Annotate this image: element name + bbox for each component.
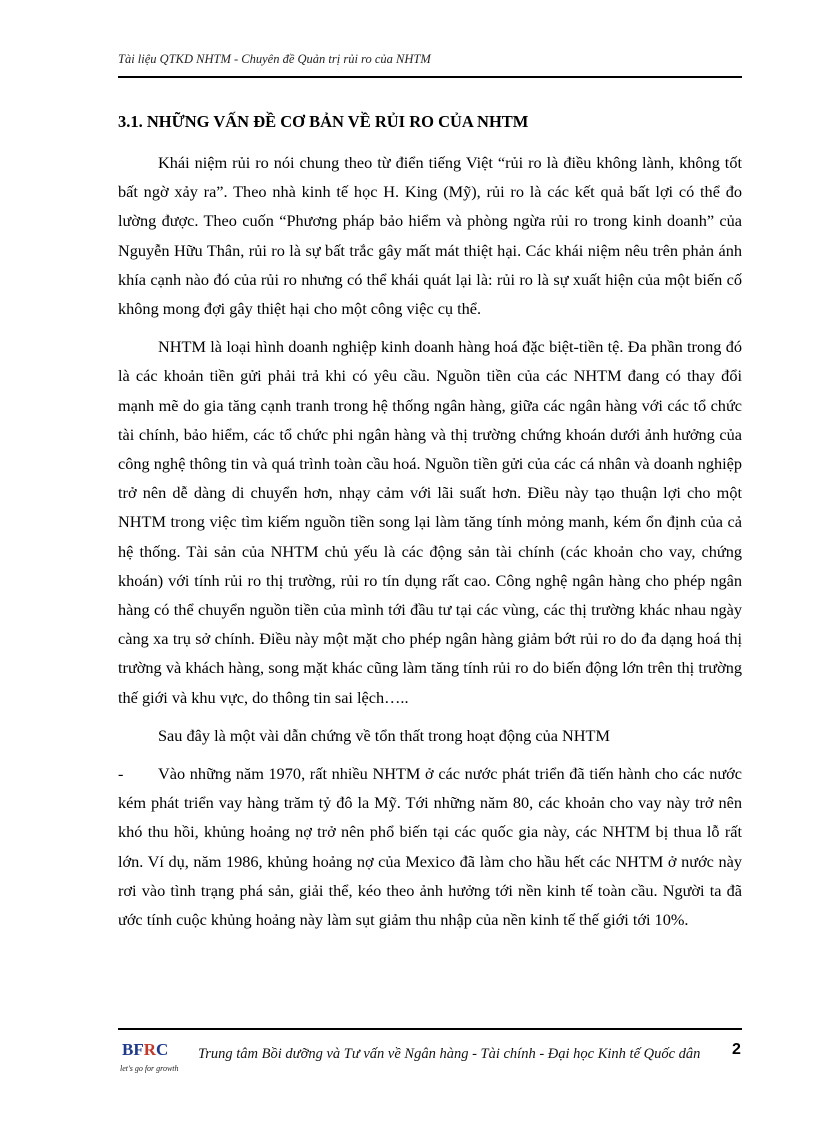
paragraph-nhtm: NHTM là loại hình doanh nghiệp kinh doanh hàng hoá đặc biệt-tiền tệ. Đa phần trong đó là các khoản tiền gửi phải trả khi có yêu cầu. Nguồn tiền của các NHTM đang có thay đổi mạnh mẽ do gia tăng cạnh tranh trong hệ thống ngân hàng, giữa các ngân hàng với các tổ chức tài chính, bảo hiểm, các tổ chức phi ngân hàng và thị trường chứng khoán dưới ảnh hưởng của công nghệ thông tin và quá trình toàn cầu hoá. Nguồn tiền gửi của các cá nhân và doanh nghiệp trở nên dễ dàng di chuyển hơn, nhạy cảm với lãi suất hơn. Điều này tạo thuận lợi cho một NHTM trong việc tìm kiếm nguồn tiền song lại làm tăng tính mỏng manh, kém ổn định của cả hệ thống. Tài sản của NHTM chủ yếu là các động sản tài chính (các khoản cho vay, chứng khoán) với tính rủi ro thị trường, rủi ro tín dụng rất cao. Công nghệ ngân hàng cho phép ngân hàng có thể chuyển nguồn tiền của mình tới đầu tư tại các vùng, các thị trường khác nhau ngày càng xa trụ sở chính. Điều này một mặt cho phép ngân hàng giảm bớt rủi ro do đa dạng hoá thị trường và khách hàng, song mặt khác cũng làm tăng tính rủi ro do biến động lớn trên thị trường thế giới và khu vực, do thông tin sai lệch…..	[118, 337, 742, 707]
paragraph-definition: Khái niệm rủi ro nói chung theo từ điển tiếng Việt “rủi ro là điều không lành, không tốt bất ngờ xảy ra”. Theo nhà kinh tế học H. King (Mỹ), rủi ro là các kết quả bất lợi có thể đo lường được. Theo cuốn “Phương pháp bảo hiểm và phòng ngừa rủi ro trong kinh doanh” của Nguyễn Hữu Thân, rủi ro là sự bất trắc gây mất mát thiệt hại. Các khái niệm nêu trên phản ánh khía cạnh nào đó của rủi ro nhưng có thể khái quát lại là: rủi ro là sự xuất hiện của một biến cố không mong đợi gây thiệt hại cho một công việc cụ thể.	[118, 153, 742, 319]
list-item-text: Vào những năm 1970, rất nhiều NHTM ở các nước phát triển đã tiến hành cho các nước kém phát triển vay hàng trăm tỷ đô la Mỹ. Tới những năm 80, các khoản cho vay này trở nên khó thu hồi, khủng hoảng nợ trở nên phổ biến tại các quốc gia này, các NHTM bị thua lỗ rất lớn. Ví dụ, năm 1986, khủng hoảng nợ của Mexico đã làm cho hầu hết các NHTM ở nước này rơi vào tình trạng phá sản, giải thể, kéo theo ảnh hưởng tới nền kinh tế toàn cầu. Người ta đã ước tính cuộc khủng hoảng này làm sụt giảm thu nhập của nền kinh tế thế giới tới 10%.	[118, 764, 742, 930]
logo-wordmark: BFRC	[122, 1040, 169, 1059]
header-divider	[118, 76, 742, 78]
bfrc-logo	[118, 1038, 188, 1088]
list-item	[118, 759, 742, 934]
paragraph-examples-intro: Sau đây là một vài dẫn chứng về tổn thất trong hoạt động của NHTM	[158, 725, 610, 745]
footer-institution: Trung tâm Bồi dưỡng và Tư vấn về Ngân hàng - Tài chính - Đại học Kinh tế Quốc dân	[198, 1046, 701, 1062]
section-title: 3.1. NHỮNG VẤN ĐỀ CƠ BẢN VỀ RỦI RO CỦA NHTM	[118, 112, 529, 131]
footer-divider	[118, 1028, 742, 1030]
running-header: Tài liệu QTKD NHTM - Chuyên đề Quản trị rủi ro của NHTM	[118, 52, 431, 66]
page-number: 2	[732, 1041, 741, 1058]
list-bullet: -	[118, 764, 124, 784]
logo-tagline: let's go for growth	[120, 1064, 179, 1073]
body-text	[118, 148, 742, 934]
